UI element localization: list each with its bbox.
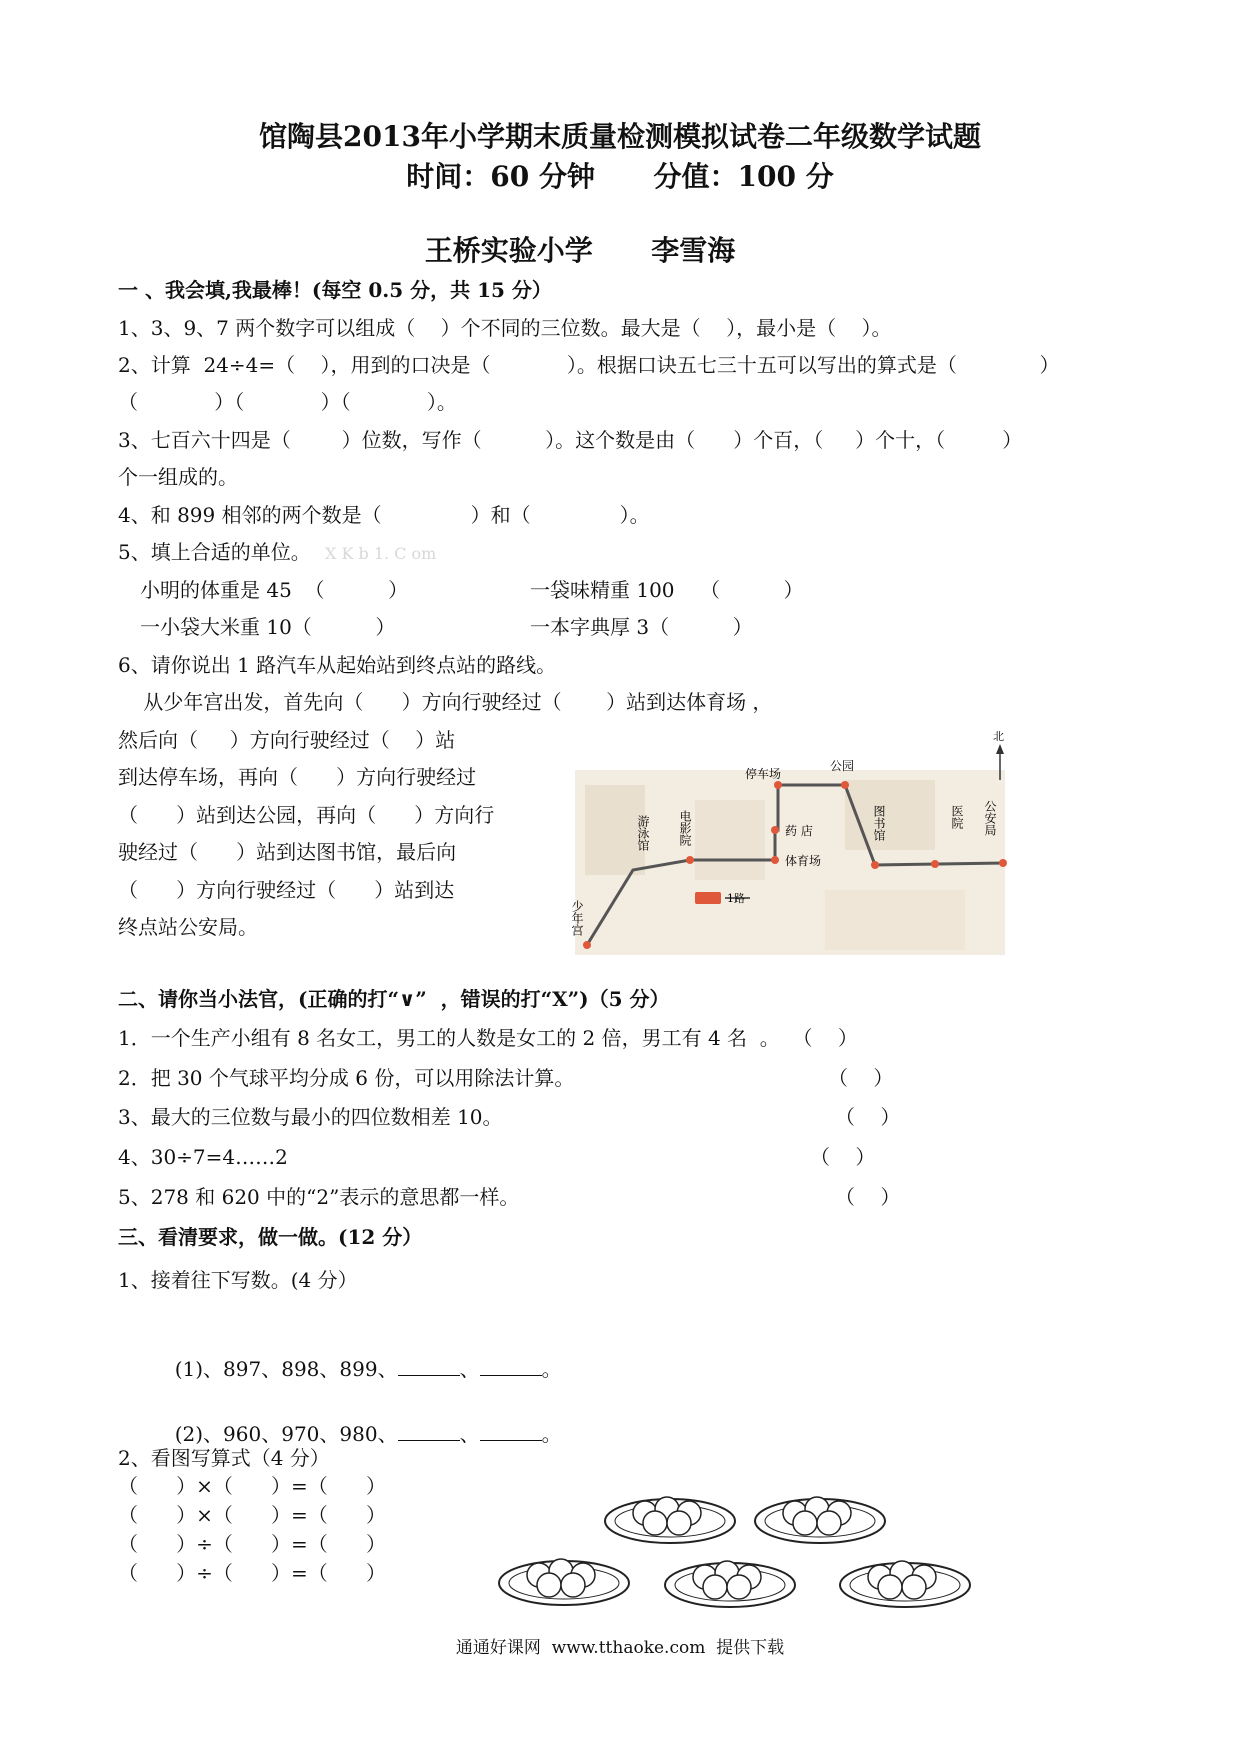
equation-3: （ ）÷（ ）=（ ） [118,1532,386,1556]
stop-dot [686,856,694,864]
stop-dot [871,861,879,869]
apple-plates-illustration [495,1475,975,1625]
question-1-1: 1、3、9、7 两个数字可以组成（ ）个不同的三位数。最大是（ ），最小是（ ）。 [118,316,892,340]
question-1-6: 6、请你说出 1 路汽车从起始站到终点站的路线。 [118,653,557,677]
question-1-3-cont: 个一组成的。 [118,465,238,489]
question-1-6-line1: 从少年宫出发，首先向（ ）方向行驶经过（ ）站到达体育场 ， [118,690,773,714]
equation-4: （ ）÷（ ）=（ ） [118,1561,386,1585]
map-label-gonganju: 公安局 [983,800,997,836]
plate-icon [605,1497,735,1543]
plate-icon [755,1497,885,1543]
question-1-5d: 一本字典厚 3（ ） [530,615,753,639]
bus-route-map [570,730,1005,955]
stop-dot [999,859,1007,867]
stop-dot [774,781,782,789]
sequence-1-label: (1)、897、898、899、 [174,1357,398,1381]
question-1-5b: 一袋味精重 100 （ ） [530,578,804,602]
map-label-yaodian: 药 店 [785,824,813,838]
plate-icon [499,1559,629,1605]
exam-info: 时间：60 分钟 分值：100 分 [406,160,834,193]
blank-line[interactable] [398,1357,460,1376]
answer-paren-2-3: （ ） [835,1105,901,1129]
map-block [695,800,765,880]
plate-icon [665,1561,795,1607]
question-3-1a [162,1333,562,1381]
separator: 、 [459,1357,480,1381]
question-1-6-line7: 终点站公安局。 [118,915,258,939]
question-2-1: 1．一个生产小组有 8 名女工，男工的人数是女工的 2 倍，男工有 4 名 。 （ ） [118,1026,858,1050]
question-1-2: 2、计算 24÷4=（ ），用到的口决是（ ）。根据口诀五七三十五可以写出的算式是（ ） [118,353,1060,377]
page-footer: 通通好课网 www.tthaoke.com 提供下载 [455,1638,785,1658]
question-3-2: 2、看图写算式（4 分） [118,1446,330,1470]
stop-dot [583,941,591,949]
period: 。 [541,1422,562,1446]
north-arrowhead-icon [996,744,1004,754]
question-1-5a: 小明的体重是 45 （ ） [140,578,409,602]
question-2-5: 5、278 和 620 中的“2”表示的意思都一样。 [118,1185,520,1209]
period: 。 [541,1357,562,1381]
stop-dot [841,781,849,789]
map-label-tingchechang: 停车场 [745,767,782,781]
question-1-3: 3、七百六十四是（ ）位数，写作（ ）。这个数是由（ ）个百，（ ）个十，（ ） [118,428,1023,452]
map-label-yiyuan: 医院 [950,805,964,829]
page-title: 馆陶县2013年小学期末质量检测模拟试卷二年级数学试题 [259,120,981,153]
section-2-heading: 二、请你当小法官，(正确的打“∨” ，错误的打“X”)（5 分） [118,987,670,1011]
question-2-4: 4、30÷7=4……2 [118,1145,288,1169]
question-2-2: 2．把 30 个气球平均分成 6 份，可以用除法计算。 [118,1066,575,1090]
question-1-6-line4: （ ）站到达公园，再向（ ）方向行 [118,803,495,827]
question-3-1: 1、接着往下写数。(4 分） [118,1268,358,1292]
question-1-5: 5、填上合适的单位。 [118,540,311,564]
blank-line[interactable] [480,1357,542,1376]
answer-paren-2-5: （ ） [835,1185,901,1209]
bus-icon [695,892,721,904]
plate-icon [840,1561,970,1607]
question-1-6-line5: 驶经过（ ）站到达图书馆，最后向 [118,840,457,864]
map-block [825,890,965,950]
blank-line[interactable] [398,1422,460,1441]
answer-paren-2-4: （ ） [810,1145,876,1169]
answer-paren-2-2: （ ） [828,1066,894,1090]
question-1-6-line3: 到达停车场，再向（ ）方向行驶经过 [118,765,477,789]
map-label-bus: 1路 [727,892,745,905]
map-label-gongyuan: 公园 [830,759,855,773]
stop-dot [931,860,939,868]
question-1-6-line2: 然后向（ ）方向行驶经过（ ）站 [118,728,456,752]
sequence-2-label: (2)、960、970、980、 [174,1422,398,1446]
section-3-heading: 三、看清要求，做一做。(12 分） [118,1225,423,1249]
map-label-youyongguan: 游泳馆 [636,815,650,851]
map-label-tushuguan: 图书馆 [872,805,886,841]
section-1-heading: 一 、我会填,我最棒！(每空 0.5 分，共 15 分） [118,278,552,302]
blank-line[interactable] [480,1422,542,1441]
question-3-1b [162,1398,562,1446]
stop-dot [771,826,779,834]
equation-1: （ ）×（ ）=（ ） [118,1474,386,1498]
question-1-4: 4、和 899 相邻的两个数是（ ）和（ ）。 [118,503,650,527]
stop-dot [771,856,779,864]
question-1-2-cont: （ ）（ ）（ ）。 [118,390,457,414]
watermark: X K b 1. C om [325,544,437,563]
equation-2: （ ）×（ ）=（ ） [118,1503,386,1527]
map-label-dianyingyuan: 电影院 [678,810,692,846]
separator: 、 [459,1422,480,1446]
map-label-shaoniangong: 少年宫 [570,900,584,936]
map-label-north: 北 [993,730,1004,743]
map-label-tiyuchang: 体育场 [785,854,822,868]
author-line: 王桥实验小学 李雪海 [424,234,736,267]
question-1-6-line6: （ ）方向行驶经过（ ）站到达 [118,878,455,902]
question-1-5c: 一小袋大米重 10（ ） [140,615,396,639]
map-block [845,780,935,850]
question-2-3: 3、最大的三位数与最小的四位数相差 10。 [118,1105,503,1129]
